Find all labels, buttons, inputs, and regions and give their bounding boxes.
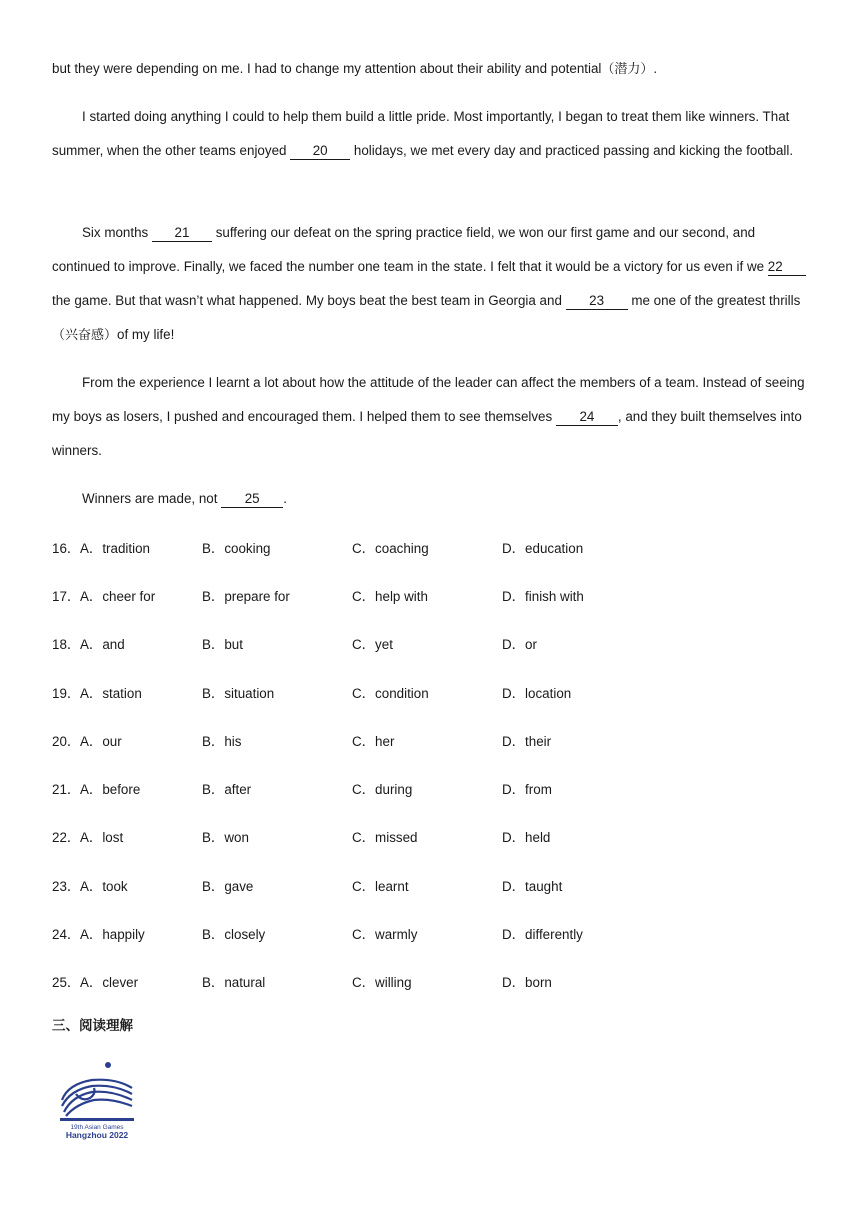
question-number: 16．: [52, 540, 81, 556]
option-a[interactable]: A．tradition: [80, 540, 150, 556]
option-c[interactable]: C．willing: [352, 974, 412, 990]
paragraph-text: Six months: [82, 225, 152, 240]
option-c[interactable]: C．help with: [352, 588, 428, 604]
question-number: 23．: [52, 878, 81, 894]
question-number: 22．: [52, 829, 81, 845]
question-number: 19．: [52, 685, 81, 701]
chinese-gloss: （兴奋感）: [52, 328, 118, 343]
option-a[interactable]: A．station: [80, 685, 142, 701]
option-a[interactable]: A．cheer for: [80, 588, 156, 604]
option-d[interactable]: D．finish with: [502, 588, 584, 604]
option-d[interactable]: D．education: [502, 540, 584, 556]
option-c[interactable]: C．during: [352, 781, 413, 797]
section-title: 三、阅读理解: [52, 1018, 133, 1034]
option-b[interactable]: B．situation: [202, 685, 275, 701]
paragraph-text: Winners are made, not: [82, 491, 222, 506]
option-b[interactable]: B．gave: [202, 878, 254, 894]
option-c[interactable]: C．her: [352, 733, 395, 749]
option-d[interactable]: D．from: [502, 781, 552, 797]
option-b[interactable]: B．won: [202, 829, 249, 845]
option-b[interactable]: B．prepare for: [202, 588, 290, 604]
option-c[interactable]: C．missed: [352, 829, 418, 845]
question-number: 25．: [52, 974, 81, 990]
option-c[interactable]: C．coaching: [352, 540, 429, 556]
paragraph-text: me one of the greatest thrills: [627, 293, 801, 308]
option-a[interactable]: A．lost: [80, 829, 124, 845]
option-b[interactable]: B．but: [202, 636, 243, 652]
paragraph-text: , and they built themselves into winners.: [52, 409, 802, 458]
option-a[interactable]: A．took: [80, 878, 128, 894]
paragraph-text: From the experience I learnt a lot about how the attitude of the leader can affect the members of a team. Instead of seeing my boys as losers, I pushed and encouraged them. I helped them to see themselves: [52, 375, 805, 424]
passage-paragraph-4: [52, 366, 812, 468]
question-number: 24．: [52, 926, 81, 942]
option-c[interactable]: C．learnt: [352, 878, 409, 894]
logo-bars: [60, 1118, 134, 1121]
passage-paragraph-1: [52, 52, 657, 87]
paragraph-text: the game. But that wasn’t what happened. My boys beat the best team in Georgia and: [52, 293, 566, 308]
blank-25: 25: [221, 491, 283, 508]
option-a[interactable]: A．happily: [80, 926, 145, 942]
blank-20: 20: [290, 143, 350, 160]
blank-22: 22: [768, 259, 806, 276]
option-a[interactable]: A．clever: [80, 974, 139, 990]
option-c[interactable]: C．warmly: [352, 926, 418, 942]
option-b[interactable]: B．natural: [202, 974, 266, 990]
option-d[interactable]: D．their: [502, 733, 552, 749]
question-number: 17．: [52, 588, 81, 604]
logo-line-2: Hangzhou 2022: [65, 1130, 129, 1140]
passage-paragraph-5: [52, 482, 287, 516]
question-number: 21．: [52, 781, 81, 797]
option-b[interactable]: B．his: [202, 733, 242, 749]
logo-dot: [105, 1062, 111, 1068]
passage-paragraph-3: [52, 216, 812, 353]
logo-mark: [62, 1080, 132, 1116]
option-c[interactable]: C．yet: [352, 636, 393, 652]
passage-paragraph-2: [52, 100, 812, 168]
asian-games-logo: [54, 1058, 140, 1144]
paragraph-text: I started doing anything I could to help them build a little pride. Most importantly, I began to treat them like winners. That summer, when the other teams enjoyed: [52, 109, 790, 158]
paragraph-text: of my life!: [117, 327, 175, 342]
option-b[interactable]: B．after: [202, 781, 252, 797]
blank-21: 21: [152, 225, 212, 242]
paragraph-text: but they were depending on me. I had to change my attention about their ability and potential: [52, 61, 602, 76]
logo-line-1: 19th Asian Games: [70, 1124, 124, 1131]
paragraph-text: holidays, we met every day and practiced passing and kicking the football.: [350, 143, 794, 158]
option-d[interactable]: D．taught: [502, 878, 563, 894]
option-a[interactable]: A．and: [80, 636, 125, 652]
option-a[interactable]: A．before: [80, 781, 141, 797]
option-d[interactable]: D．differently: [502, 926, 583, 942]
option-d[interactable]: D．location: [502, 685, 572, 701]
paragraph-text: suffering our defeat on the spring practice field, we won our first game and our second, and continued to improve. Finally, we faced the number one team in the state. I felt that it would be a victory for us even if we: [52, 225, 768, 274]
paragraph-text: .: [283, 491, 287, 506]
option-b[interactable]: B．closely: [202, 926, 266, 942]
blank-23: 23: [566, 293, 628, 310]
paragraph-end: .: [653, 61, 658, 76]
option-d[interactable]: D．held: [502, 829, 551, 845]
option-a[interactable]: A．our: [80, 733, 122, 749]
option-d[interactable]: D．born: [502, 974, 552, 990]
question-number: 18．: [52, 636, 81, 652]
option-b[interactable]: B．cooking: [202, 540, 271, 556]
option-d[interactable]: D．or: [502, 636, 537, 652]
blank-24: 24: [556, 409, 618, 426]
question-number: 20．: [52, 733, 81, 749]
chinese-gloss: （潜力）: [601, 62, 654, 77]
option-c[interactable]: C．condition: [352, 685, 429, 701]
